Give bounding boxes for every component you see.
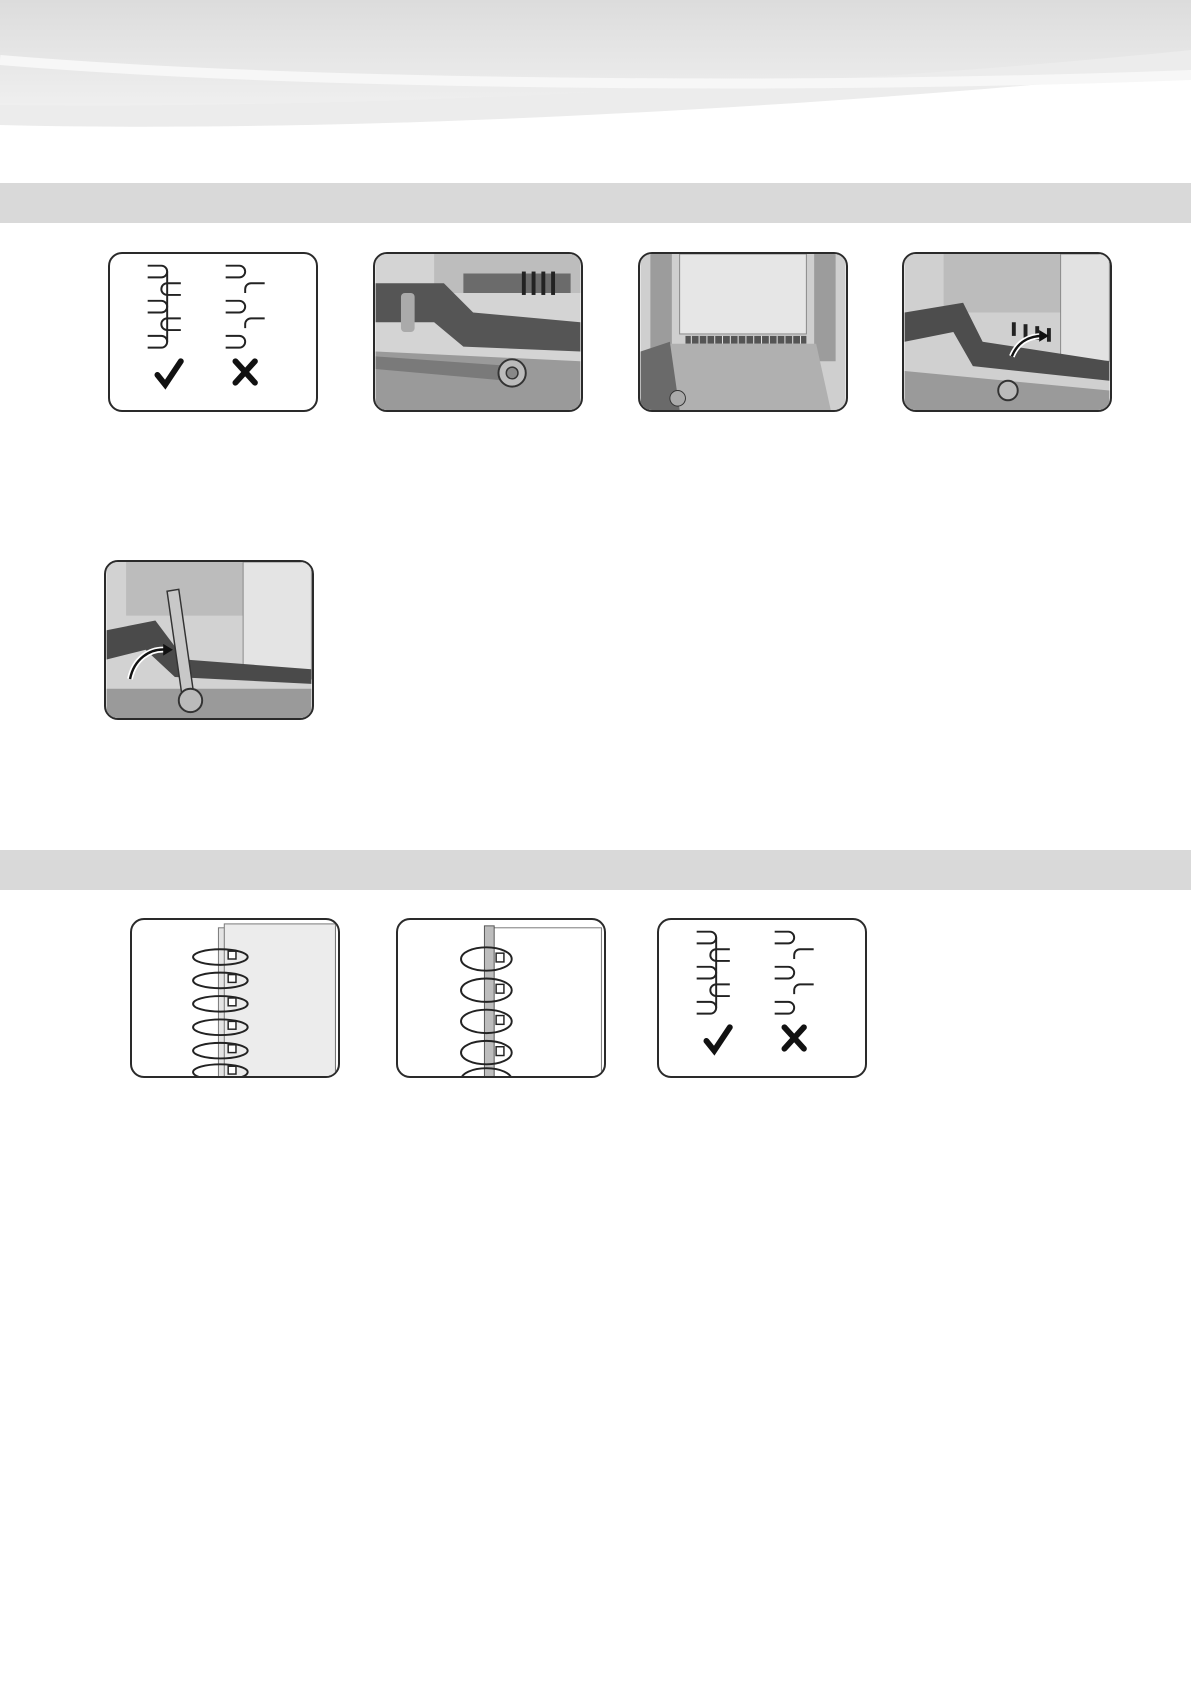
comb-alignment-panel-2 — [657, 918, 867, 1078]
check-icon — [157, 361, 180, 384]
binder-lever-illustration — [375, 254, 581, 410]
section-band-1 — [0, 183, 1191, 223]
check-icon — [706, 1027, 729, 1050]
coil-binding-side-panel — [130, 918, 340, 1078]
binder-lever-forward-panel — [902, 252, 1112, 412]
section-band-2 — [0, 850, 1191, 890]
comb-alignment-panel-1 — [108, 252, 318, 412]
coil-binding-side-illustration — [132, 920, 338, 1076]
comb-alignment-illustration — [110, 254, 316, 410]
binder-open-panel — [638, 252, 848, 412]
cross-icon — [235, 361, 255, 382]
comb-alignment-illustration — [659, 920, 865, 1076]
binder-lever-back-panel — [104, 560, 314, 720]
binder-open-illustration — [640, 254, 846, 410]
cross-icon — [784, 1027, 804, 1048]
binder-lever-forward-illustration — [904, 254, 1110, 410]
coil-binding-front-illustration — [398, 920, 604, 1076]
binder-lever-side-panel — [373, 252, 583, 412]
header-wave — [0, 0, 1191, 140]
coil-binding-front-panel — [396, 918, 606, 1078]
binder-lever-back-illustration — [106, 562, 312, 718]
